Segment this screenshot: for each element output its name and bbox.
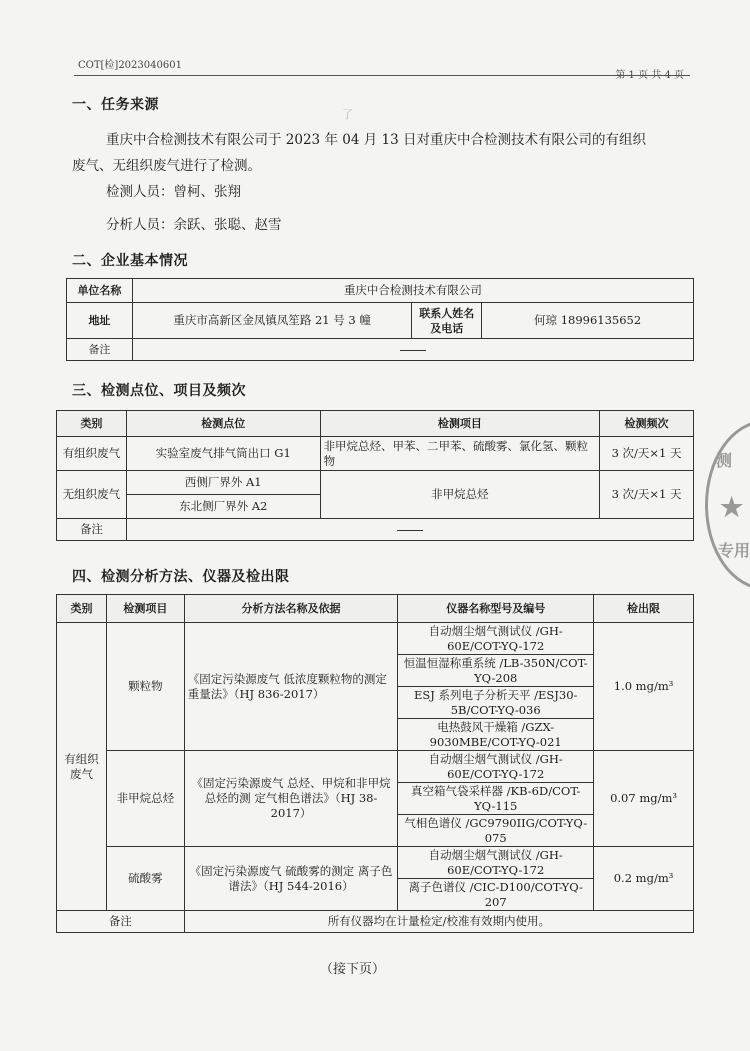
contact-value: 何琼 18996135652 — [482, 303, 694, 339]
instrument: 自动烟尘烟气测试仪 /GH-60E/COT-YQ-172 — [398, 623, 594, 655]
address-label: 地址 — [67, 303, 133, 339]
unorganized-items: 非甲烷总烃 — [320, 471, 600, 519]
organized-type: 有组织废气 — [57, 437, 127, 471]
method-sulfuric: 《固定污染源废气 硫酸雾的测定 离子色谱法》（HJ 544-2016） — [184, 847, 398, 911]
remark-value — [132, 339, 693, 361]
unit-value: 重庆中合检测技术有限公司 — [132, 279, 693, 303]
task-description-line1: 重庆中合检测技术有限公司于 2023 年 04 月 13 日对重庆中合检测技术有限公司的有组织 — [106, 132, 646, 148]
report-number: COT[检]2023040601 — [78, 60, 182, 71]
col-limit: 检出限 — [594, 595, 694, 623]
unorganized-freq: 3 次/天×1 天 — [600, 471, 694, 519]
seal-stamp — [705, 420, 750, 590]
limit-particulate: 1.0 mg/m³ — [594, 623, 694, 751]
unit-label: 单位名称 — [67, 279, 133, 303]
instrument: 电热鼓风干燥箱 /GZX-9030MBE/COT-YQ-021 — [398, 719, 594, 751]
section-4-title: 四、检测分析方法、仪器及检出限 — [72, 569, 290, 585]
col-items: 检测项目 — [320, 411, 600, 437]
inspectors: 检测人员：曾柯、张翔 — [106, 184, 241, 200]
star-icon: ★ — [720, 493, 744, 523]
unorganized-type: 无组织废气 — [57, 471, 127, 519]
category: 有组织废气 — [57, 623, 107, 911]
remark-label: 备注 — [57, 519, 127, 541]
instrument: 自动烟尘烟气测试仪 /GH-60E/COT-YQ-172 — [398, 751, 594, 783]
section-1-title: 一、任务来源 — [72, 97, 159, 113]
instrument: 恒温恒湿称重系统 /LB-350N/COT-YQ-208 — [398, 655, 594, 687]
task-description-line2: 废气、无组织废气进行了检测。 — [72, 158, 261, 174]
continued-note: （接下页） — [320, 962, 386, 977]
section-3-title: 三、检测点位、项目及频次 — [72, 383, 246, 399]
stamp-text: 测 — [716, 451, 733, 470]
page-indicator: 第 1 页 共 4 页 — [615, 70, 684, 81]
company-info-table — [66, 278, 694, 361]
unorganized-point-a2: 东北侧厂界外 A2 — [126, 495, 320, 519]
method-nmhc: 《固定污染源废气 总烃、甲烷和非甲烷总烃的测 定气相色谱法》（HJ 38-2017） — [184, 751, 398, 847]
analysts: 分析人员：余跃、张聪、赵雪 — [106, 217, 282, 233]
stamp-text: 专用 — [718, 541, 750, 560]
remark-label: 备注 — [67, 339, 133, 361]
methods-table — [56, 594, 694, 933]
item-particulate: 颗粒物 — [106, 623, 184, 751]
section-2-title: 二、企业基本情况 — [72, 253, 188, 269]
page-header — [74, 54, 690, 81]
col-instrument: 仪器名称型号及编号 — [398, 595, 594, 623]
sampling-points-table — [56, 410, 694, 541]
limit-sulfuric: 0.2 mg/m³ — [594, 847, 694, 911]
bleed-through-text: 了 — [342, 108, 353, 121]
instrument: 真空箱气袋采样器 /KB-6D/COT-YQ-115 — [398, 783, 594, 815]
instrument: 离子色谱仪 /CIC-D100/COT-YQ-207 — [398, 879, 594, 911]
col-method: 分析方法名称及依据 — [184, 595, 398, 623]
instrument: ESJ 系列电子分析天平 /ESJ30-5B/COT-YQ-036 — [398, 687, 594, 719]
unorganized-point-a1: 西侧厂界外 A1 — [126, 471, 320, 495]
remark-label: 备注 — [57, 911, 185, 933]
instrument: 气相色谱仪 /GC9790IIG/COT-YQ-075 — [398, 815, 594, 847]
organized-items: 非甲烷总烃、甲苯、二甲苯、硫酸雾、氯化氢、颗粒物 — [320, 437, 600, 471]
col-type: 类别 — [57, 411, 127, 437]
method-particulate: 《固定污染源废气 低浓度颗粒物的测定 重量法》（HJ 836-2017） — [184, 623, 398, 751]
organized-freq: 3 次/天×1 天 — [600, 437, 694, 471]
col-point: 检测点位 — [126, 411, 320, 437]
instrument: 自动烟尘烟气测试仪 /GH-60E/COT-YQ-172 — [398, 847, 594, 879]
remark-value: 所有仪器均在计量检定/校准有效期内使用。 — [184, 911, 693, 933]
col-freq: 检测频次 — [600, 411, 694, 437]
col-type: 类别 — [57, 595, 107, 623]
address-value: 重庆市高新区金凤镇凤笙路 21 号 3 幢 — [132, 303, 411, 339]
remark-value — [126, 519, 693, 541]
item-sulfuric: 硫酸雾 — [106, 847, 184, 911]
organized-point: 实验室废气排气筒出口 G1 — [126, 437, 320, 471]
contact-label: 联系人姓名及电话 — [412, 303, 482, 339]
col-item: 检测项目 — [106, 595, 184, 623]
item-nmhc: 非甲烷总烃 — [106, 751, 184, 847]
limit-nmhc: 0.07 mg/m³ — [594, 751, 694, 847]
